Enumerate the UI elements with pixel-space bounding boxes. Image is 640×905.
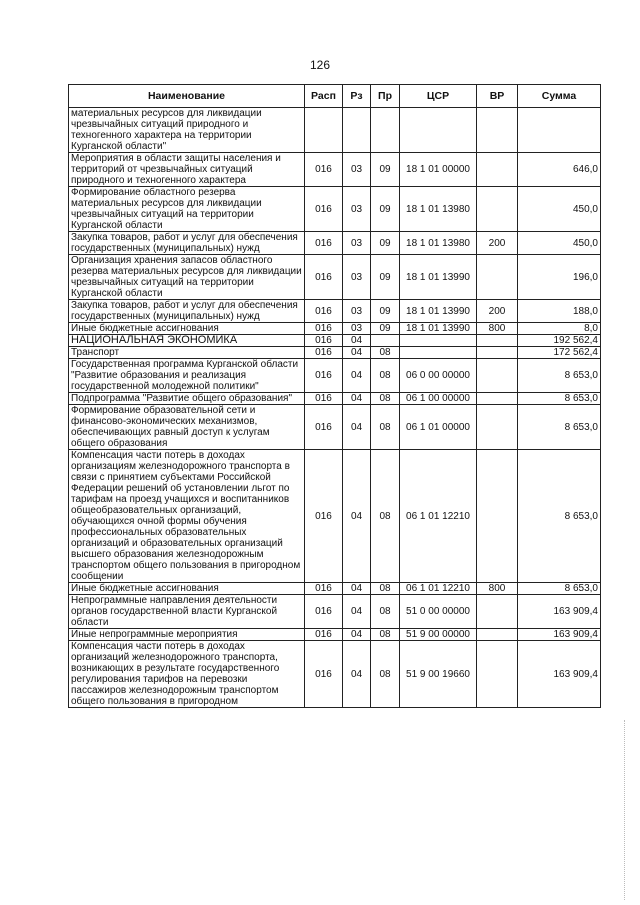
cell-name: Компенсация части потерь в доходах организациям железнодорожного транспорта в связи с принятием субъектами Российской Федерации решений об установлении льгот по тарифам на проезд учащихся и воспитанников общеобразовательных организаций, обучающихся очной формы обучения профессиональных образовательных организаций и образовательных организаций высшего образования железнодорожным транспортом общего пользования в пригородном сообщении (69, 450, 305, 583)
cell-rz: 04 (343, 347, 371, 359)
cell-sum: 172 562,4 (518, 347, 601, 359)
cell-vr: 200 (477, 300, 518, 323)
cell-name: Компенсация части потерь в доходах организаций железнодорожного транспорта, возникающих в результате государственного регулирования тарифов на перевозки пассажиров железнодорожным транспортом общего пользования в пригородном (69, 641, 305, 708)
table-row (69, 405, 601, 450)
cell-rasp: 016 (305, 347, 343, 359)
cell-csr: 18 1 01 13980 (400, 187, 477, 232)
cell-rasp: 016 (305, 232, 343, 255)
cell-csr: 06 1 00 00000 (400, 393, 477, 405)
cell-rz: 04 (343, 335, 371, 347)
cell-vr (477, 629, 518, 641)
cell-vr (477, 255, 518, 300)
cell-vr: 200 (477, 232, 518, 255)
cell-sum: 8 653,0 (518, 359, 601, 393)
cell-sum: 450,0 (518, 187, 601, 232)
cell-vr (477, 393, 518, 405)
cell-rasp: 016 (305, 641, 343, 708)
cell-pr: 08 (371, 629, 400, 641)
cell-rasp: 016 (305, 405, 343, 450)
cell-vr: 800 (477, 323, 518, 335)
cell-name: Формирование областного резерва материальных ресурсов для ликвидации чрезвычайных ситуаций на территории Курганской области (69, 187, 305, 232)
table-row (69, 232, 601, 255)
cell-rz: 03 (343, 153, 371, 187)
cell-pr: 08 (371, 641, 400, 708)
table-row (69, 300, 601, 323)
cell-sum: 646,0 (518, 153, 601, 187)
cell-rz: 04 (343, 393, 371, 405)
header-name: Наименование (69, 85, 305, 108)
cell-vr (477, 405, 518, 450)
table-row (69, 629, 601, 641)
cell-pr: 08 (371, 595, 400, 629)
header-rasp: Расп (305, 85, 343, 108)
cell-rz: 03 (343, 255, 371, 300)
header-vr: ВР (477, 85, 518, 108)
cell-rz: 03 (343, 187, 371, 232)
cell-rz: 04 (343, 359, 371, 393)
cell-csr: 51 9 00 00000 (400, 629, 477, 641)
cell-vr (477, 450, 518, 583)
cell-sum: 163 909,4 (518, 629, 601, 641)
table-row (69, 393, 601, 405)
cell-name: Транспорт (69, 347, 305, 359)
cell-rz: 04 (343, 583, 371, 595)
page-number: 126 (309, 58, 331, 72)
cell-name: Иные непрограммные мероприятия (69, 629, 305, 641)
cell-sum: 8,0 (518, 323, 601, 335)
cell-rasp: 016 (305, 187, 343, 232)
table-row (69, 153, 601, 187)
cell-pr: 08 (371, 359, 400, 393)
cell-sum: 163 909,4 (518, 595, 601, 629)
cell-sum: 163 909,4 (518, 641, 601, 708)
cell-name: материальных ресурсов для ликвидации чрезвычайных ситуаций природного и техногенного характера на территории Курганской области" (69, 108, 305, 153)
cell-sum: 8 653,0 (518, 583, 601, 595)
cell-name: Иные бюджетные ассигнования (69, 583, 305, 595)
cell-vr (477, 187, 518, 232)
table-body (69, 108, 601, 708)
cell-sum: 192 562,4 (518, 335, 601, 347)
cell-rasp: 016 (305, 583, 343, 595)
cell-csr: 18 1 01 13990 (400, 255, 477, 300)
table-header-row (69, 85, 601, 108)
cell-vr (477, 108, 518, 153)
cell-vr (477, 595, 518, 629)
header-csr: ЦСР (400, 85, 477, 108)
header-sum: Сумма (518, 85, 601, 108)
cell-csr (400, 347, 477, 359)
scan-edge-marks (624, 720, 631, 900)
cell-csr: 18 1 01 13980 (400, 232, 477, 255)
cell-name: Мероприятия в области защиты населения и территорий от чрезвычайных ситуаций природного и техногенного характера (69, 153, 305, 187)
cell-csr (400, 108, 477, 153)
table-row (69, 359, 601, 393)
table-row (69, 108, 601, 153)
cell-rasp: 016 (305, 629, 343, 641)
cell-pr: 09 (371, 255, 400, 300)
cell-pr: 09 (371, 232, 400, 255)
cell-rasp: 016 (305, 595, 343, 629)
budget-table (68, 84, 601, 708)
cell-csr: 18 1 01 13990 (400, 323, 477, 335)
table-row (69, 347, 601, 359)
cell-rz: 03 (343, 323, 371, 335)
cell-rz: 04 (343, 595, 371, 629)
cell-vr (477, 359, 518, 393)
cell-rz (343, 108, 371, 153)
table-row (69, 583, 601, 595)
cell-sum: 188,0 (518, 300, 601, 323)
table-row (69, 323, 601, 335)
cell-pr: 08 (371, 393, 400, 405)
cell-name: Организация хранения запасов областного резерва материальных ресурсов для ликвидации чрезвычайных ситуаций на территории Курганской области (69, 255, 305, 300)
cell-name: Подпрограмма "Развитие общего образования" (69, 393, 305, 405)
cell-csr: 18 1 01 13990 (400, 300, 477, 323)
cell-name: Иные бюджетные ассигнования (69, 323, 305, 335)
cell-vr: 800 (477, 583, 518, 595)
cell-sum: 450,0 (518, 232, 601, 255)
cell-csr: 06 1 01 12210 (400, 583, 477, 595)
cell-rz: 04 (343, 641, 371, 708)
cell-rz: 04 (343, 629, 371, 641)
cell-sum (518, 108, 601, 153)
cell-pr: 08 (371, 347, 400, 359)
table-row (69, 450, 601, 583)
cell-rz: 04 (343, 450, 371, 583)
cell-rasp: 016 (305, 393, 343, 405)
cell-pr (371, 108, 400, 153)
cell-name: Закупка товаров, работ и услуг для обеспечения государственных (муниципальных) нужд (69, 232, 305, 255)
cell-vr (477, 335, 518, 347)
cell-name: НАЦИОНАЛЬНАЯ ЭКОНОМИКА (69, 335, 305, 347)
cell-pr: 09 (371, 323, 400, 335)
header-pr: Пр (371, 85, 400, 108)
cell-pr (371, 335, 400, 347)
cell-rz: 04 (343, 405, 371, 450)
cell-csr: 51 0 00 00000 (400, 595, 477, 629)
table-row (69, 641, 601, 708)
cell-sum: 8 653,0 (518, 405, 601, 450)
cell-pr: 08 (371, 450, 400, 583)
table-row (69, 187, 601, 232)
cell-csr: 51 9 00 19660 (400, 641, 477, 708)
cell-vr (477, 153, 518, 187)
cell-rasp: 016 (305, 255, 343, 300)
table-row (69, 335, 601, 347)
cell-rasp: 016 (305, 450, 343, 583)
cell-csr: 06 1 01 00000 (400, 405, 477, 450)
cell-rasp: 016 (305, 323, 343, 335)
cell-csr: 06 1 01 12210 (400, 450, 477, 583)
cell-vr (477, 347, 518, 359)
cell-sum: 8 653,0 (518, 393, 601, 405)
cell-sum: 196,0 (518, 255, 601, 300)
cell-name: Государственная программа Курганской области "Развитие образования и реализация государственной молодежной политики" (69, 359, 305, 393)
cell-rasp: 016 (305, 300, 343, 323)
cell-name: Закупка товаров, работ и услуг для обеспечения государственных (муниципальных) нужд (69, 300, 305, 323)
cell-rasp: 016 (305, 153, 343, 187)
cell-rz: 03 (343, 232, 371, 255)
cell-name: Непрограммные направления деятельности органов государственной власти Курганской области (69, 595, 305, 629)
cell-pr: 09 (371, 187, 400, 232)
cell-vr (477, 641, 518, 708)
cell-name: Формирование образовательной сети и финансово-экономических механизмов, обеспечивающих равный доступ к услугам общего образования (69, 405, 305, 450)
cell-pr: 08 (371, 583, 400, 595)
table-row (69, 255, 601, 300)
cell-csr: 18 1 01 00000 (400, 153, 477, 187)
cell-sum: 8 653,0 (518, 450, 601, 583)
cell-rasp: 016 (305, 335, 343, 347)
cell-rasp (305, 108, 343, 153)
table-row (69, 595, 601, 629)
header-rz: Рз (343, 85, 371, 108)
cell-rasp: 016 (305, 359, 343, 393)
cell-csr: 06 0 00 00000 (400, 359, 477, 393)
cell-pr: 09 (371, 153, 400, 187)
cell-pr: 09 (371, 300, 400, 323)
cell-rz: 03 (343, 300, 371, 323)
cell-csr (400, 335, 477, 347)
cell-pr: 08 (371, 405, 400, 450)
